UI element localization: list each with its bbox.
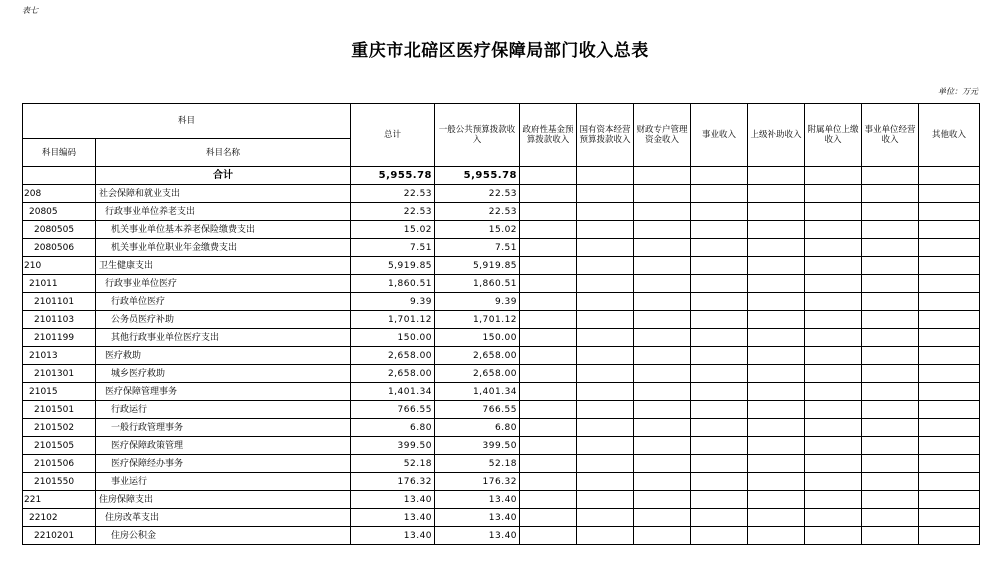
row-total: 15.02 <box>351 221 435 239</box>
subject-code: 2101502 <box>23 419 96 437</box>
empty-cell <box>520 329 577 347</box>
subject-name: 机关事业单位基本养老保险缴费支出 <box>96 221 351 239</box>
empty-cell <box>919 455 980 473</box>
row-total: 1,401.34 <box>351 383 435 401</box>
row-general-budget: 5,919.85 <box>435 257 520 275</box>
empty-cell <box>577 275 634 293</box>
empty-cell <box>748 275 805 293</box>
table-row <box>23 473 980 491</box>
empty-cell <box>520 419 577 437</box>
header-business-operation: 事业单位经营收入 <box>862 104 919 167</box>
empty-cell <box>577 437 634 455</box>
total-row <box>23 167 980 185</box>
total-general: 5,955.78 <box>435 167 520 185</box>
table-row <box>23 365 980 383</box>
subject-name: 医疗保障政策管理 <box>96 437 351 455</box>
header-code: 科目编码 <box>23 139 96 167</box>
empty-cell <box>691 365 748 383</box>
header-other: 其他收入 <box>919 104 980 167</box>
total-empty-cell <box>691 167 748 185</box>
row-general-budget: 2,658.00 <box>435 365 520 383</box>
empty-cell <box>805 275 862 293</box>
subject-code: 2101550 <box>23 473 96 491</box>
subject-code: 2080505 <box>23 221 96 239</box>
empty-cell <box>748 365 805 383</box>
header-general-budget: 一般公共预算拨款收入 <box>435 104 520 167</box>
empty-cell <box>919 437 980 455</box>
empty-cell <box>634 527 691 545</box>
empty-cell <box>634 311 691 329</box>
page-title: 重庆市北碚区医疗保障局部门收入总表 <box>351 41 649 61</box>
empty-cell <box>577 401 634 419</box>
subject-name: 卫生健康支出 <box>96 257 351 275</box>
empty-cell <box>748 203 805 221</box>
empty-cell <box>520 293 577 311</box>
empty-cell <box>634 347 691 365</box>
empty-cell <box>748 419 805 437</box>
empty-cell <box>748 437 805 455</box>
empty-cell <box>634 383 691 401</box>
subject-name: 事业运行 <box>96 473 351 491</box>
empty-cell <box>862 365 919 383</box>
row-general-budget: 766.55 <box>435 401 520 419</box>
empty-cell <box>805 347 862 365</box>
empty-cell <box>520 185 577 203</box>
subject-code: 2210201 <box>23 527 96 545</box>
table-row <box>23 185 980 203</box>
subject-code: 2101506 <box>23 455 96 473</box>
empty-cell <box>634 455 691 473</box>
empty-cell <box>748 383 805 401</box>
row-general-budget: 15.02 <box>435 221 520 239</box>
empty-cell <box>634 203 691 221</box>
empty-cell <box>805 185 862 203</box>
header-total: 总计 <box>351 104 435 167</box>
empty-cell <box>919 473 980 491</box>
row-general-budget: 176.32 <box>435 473 520 491</box>
empty-cell <box>520 239 577 257</box>
empty-cell <box>805 293 862 311</box>
empty-cell <box>748 311 805 329</box>
row-total: 399.50 <box>351 437 435 455</box>
row-general-budget: 150.00 <box>435 329 520 347</box>
row-total: 6.80 <box>351 419 435 437</box>
empty-cell <box>634 419 691 437</box>
subject-code: 21011 <box>23 275 96 293</box>
row-general-budget: 2,658.00 <box>435 347 520 365</box>
empty-cell <box>805 527 862 545</box>
empty-cell <box>862 239 919 257</box>
row-total: 1,701.12 <box>351 311 435 329</box>
empty-cell <box>862 293 919 311</box>
empty-cell <box>520 473 577 491</box>
header-business: 事业收入 <box>691 104 748 167</box>
subject-name: 行政事业单位养老支出 <box>96 203 351 221</box>
empty-cell <box>919 365 980 383</box>
empty-cell <box>862 203 919 221</box>
empty-cell <box>520 437 577 455</box>
table-row <box>23 527 980 545</box>
subject-code: 221 <box>23 491 96 509</box>
row-total: 13.40 <box>351 527 435 545</box>
empty-cell <box>634 491 691 509</box>
empty-cell <box>805 401 862 419</box>
empty-cell <box>862 455 919 473</box>
empty-cell <box>634 365 691 383</box>
header-row-1 <box>23 104 980 139</box>
empty-cell <box>919 203 980 221</box>
empty-cell <box>691 455 748 473</box>
row-total: 52.18 <box>351 455 435 473</box>
empty-cell <box>577 527 634 545</box>
subject-name: 公务员医疗补助 <box>96 311 351 329</box>
subject-code: 21013 <box>23 347 96 365</box>
subject-name: 其他行政事业单位医疗支出 <box>96 329 351 347</box>
row-general-budget: 52.18 <box>435 455 520 473</box>
empty-cell <box>577 509 634 527</box>
empty-cell <box>862 437 919 455</box>
total-empty-cell <box>805 167 862 185</box>
table-row <box>23 437 980 455</box>
empty-cell <box>577 329 634 347</box>
empty-cell <box>748 491 805 509</box>
row-total: 13.40 <box>351 491 435 509</box>
row-general-budget: 13.40 <box>435 527 520 545</box>
empty-cell <box>634 275 691 293</box>
empty-cell <box>748 455 805 473</box>
revenue-table <box>22 103 980 545</box>
empty-cell <box>862 527 919 545</box>
empty-cell <box>805 365 862 383</box>
empty-cell <box>805 311 862 329</box>
subject-name: 城乡医疗救助 <box>96 365 351 383</box>
table-row <box>23 509 980 527</box>
subject-code: 22102 <box>23 509 96 527</box>
empty-cell <box>691 419 748 437</box>
total-code-cell <box>23 167 96 185</box>
subject-code: 2101199 <box>23 329 96 347</box>
table-row <box>23 347 980 365</box>
empty-cell <box>919 419 980 437</box>
empty-cell <box>919 293 980 311</box>
subject-code: 2101103 <box>23 311 96 329</box>
empty-cell <box>577 419 634 437</box>
empty-cell <box>805 455 862 473</box>
empty-cell <box>919 185 980 203</box>
empty-cell <box>577 491 634 509</box>
empty-cell <box>691 203 748 221</box>
empty-cell <box>919 527 980 545</box>
empty-cell <box>634 401 691 419</box>
row-total: 9.39 <box>351 293 435 311</box>
empty-cell <box>691 383 748 401</box>
empty-cell <box>805 419 862 437</box>
empty-cell <box>919 329 980 347</box>
header-fiscal-special: 财政专户管理资金收入 <box>634 104 691 167</box>
empty-cell <box>862 401 919 419</box>
empty-cell <box>805 473 862 491</box>
empty-cell <box>805 437 862 455</box>
empty-cell <box>748 221 805 239</box>
empty-cell <box>691 185 748 203</box>
row-total: 766.55 <box>351 401 435 419</box>
empty-cell <box>577 473 634 491</box>
subject-code: 2101101 <box>23 293 96 311</box>
subject-code: 210 <box>23 257 96 275</box>
empty-cell <box>862 347 919 365</box>
empty-cell <box>691 491 748 509</box>
empty-cell <box>805 329 862 347</box>
empty-cell <box>634 221 691 239</box>
header-superior-subsidy: 上级补助收入 <box>748 104 805 167</box>
empty-cell <box>520 311 577 329</box>
empty-cell <box>691 293 748 311</box>
empty-cell <box>520 455 577 473</box>
empty-cell <box>862 275 919 293</box>
header-state-capital: 国有资本经营预算拨款收入 <box>577 104 634 167</box>
row-total: 22.53 <box>351 185 435 203</box>
empty-cell <box>748 293 805 311</box>
table-row <box>23 221 980 239</box>
empty-cell <box>634 257 691 275</box>
empty-cell <box>805 221 862 239</box>
empty-cell <box>634 239 691 257</box>
row-total: 2,658.00 <box>351 347 435 365</box>
empty-cell <box>520 365 577 383</box>
total-empty-cell <box>862 167 919 185</box>
empty-cell <box>805 491 862 509</box>
table-body <box>23 167 980 545</box>
empty-cell <box>634 473 691 491</box>
row-total: 13.40 <box>351 509 435 527</box>
empty-cell <box>634 509 691 527</box>
empty-cell <box>577 185 634 203</box>
empty-cell <box>862 383 919 401</box>
row-total: 2,658.00 <box>351 365 435 383</box>
empty-cell <box>691 527 748 545</box>
empty-cell <box>862 329 919 347</box>
empty-cell <box>520 257 577 275</box>
subject-code: 21015 <box>23 383 96 401</box>
empty-cell <box>577 347 634 365</box>
empty-cell <box>748 185 805 203</box>
total-label: 合计 <box>96 167 351 185</box>
empty-cell <box>748 527 805 545</box>
total-empty-cell <box>748 167 805 185</box>
table-row <box>23 401 980 419</box>
empty-cell <box>862 311 919 329</box>
empty-cell <box>577 239 634 257</box>
subject-code: 20805 <box>23 203 96 221</box>
subject-name: 医疗保障经办事务 <box>96 455 351 473</box>
total-empty-cell <box>634 167 691 185</box>
empty-cell <box>862 257 919 275</box>
empty-cell <box>520 491 577 509</box>
empty-cell <box>919 347 980 365</box>
empty-cell <box>862 473 919 491</box>
header-gov-fund: 政府性基金预算拨款收入 <box>520 104 577 167</box>
empty-cell <box>919 401 980 419</box>
empty-cell <box>577 311 634 329</box>
table-row <box>23 383 980 401</box>
subject-code: 2101501 <box>23 401 96 419</box>
empty-cell <box>634 185 691 203</box>
table-row <box>23 257 980 275</box>
empty-cell <box>691 275 748 293</box>
subject-name: 行政事业单位医疗 <box>96 275 351 293</box>
table-row <box>23 239 980 257</box>
subject-code: 2101301 <box>23 365 96 383</box>
row-general-budget: 9.39 <box>435 293 520 311</box>
subject-code: 208 <box>23 185 96 203</box>
table-row <box>23 311 980 329</box>
row-total: 22.53 <box>351 203 435 221</box>
row-total: 1,860.51 <box>351 275 435 293</box>
empty-cell <box>691 437 748 455</box>
empty-cell <box>634 329 691 347</box>
row-general-budget: 1,860.51 <box>435 275 520 293</box>
empty-cell <box>520 275 577 293</box>
total-empty-cell <box>520 167 577 185</box>
empty-cell <box>748 473 805 491</box>
empty-cell <box>577 221 634 239</box>
empty-cell <box>862 221 919 239</box>
subject-code: 2101505 <box>23 437 96 455</box>
empty-cell <box>862 491 919 509</box>
subject-name: 社会保障和就业支出 <box>96 185 351 203</box>
empty-cell <box>862 509 919 527</box>
row-general-budget: 13.40 <box>435 491 520 509</box>
empty-cell <box>691 401 748 419</box>
empty-cell <box>691 509 748 527</box>
row-total: 150.00 <box>351 329 435 347</box>
subject-name: 一般行政管理事务 <box>96 419 351 437</box>
subject-name: 医疗保障管理事务 <box>96 383 351 401</box>
empty-cell <box>691 221 748 239</box>
empty-cell <box>577 203 634 221</box>
empty-cell <box>919 275 980 293</box>
row-total: 5,919.85 <box>351 257 435 275</box>
empty-cell <box>919 383 980 401</box>
empty-cell <box>520 347 577 365</box>
row-general-budget: 6.80 <box>435 419 520 437</box>
empty-cell <box>748 329 805 347</box>
subject-name: 住房公积金 <box>96 527 351 545</box>
empty-cell <box>577 455 634 473</box>
row-general-budget: 1,701.12 <box>435 311 520 329</box>
subject-name: 住房保障支出 <box>96 491 351 509</box>
empty-cell <box>520 221 577 239</box>
row-general-budget: 1,401.34 <box>435 383 520 401</box>
subject-code: 2080506 <box>23 239 96 257</box>
empty-cell <box>520 383 577 401</box>
empty-cell <box>862 419 919 437</box>
table-row <box>23 455 980 473</box>
table-number-note: 表七 <box>22 6 38 15</box>
subject-name: 机关事业单位职业年金缴费支出 <box>96 239 351 257</box>
empty-cell <box>691 257 748 275</box>
header-subject: 科目 <box>23 104 351 139</box>
empty-cell <box>805 509 862 527</box>
empty-cell <box>805 203 862 221</box>
unit-label: 单位：万元 <box>938 87 978 96</box>
empty-cell <box>805 257 862 275</box>
table-row <box>23 329 980 347</box>
table-row <box>23 203 980 221</box>
subject-name: 医疗救助 <box>96 347 351 365</box>
row-total: 176.32 <box>351 473 435 491</box>
row-general-budget: 13.40 <box>435 509 520 527</box>
empty-cell <box>520 527 577 545</box>
empty-cell <box>520 401 577 419</box>
empty-cell <box>691 329 748 347</box>
empty-cell <box>748 509 805 527</box>
row-general-budget: 22.53 <box>435 203 520 221</box>
table-row <box>23 293 980 311</box>
empty-cell <box>748 257 805 275</box>
row-total: 7.51 <box>351 239 435 257</box>
subject-name: 住房改革支出 <box>96 509 351 527</box>
empty-cell <box>919 221 980 239</box>
empty-cell <box>520 509 577 527</box>
empty-cell <box>691 347 748 365</box>
empty-cell <box>748 239 805 257</box>
table-row <box>23 275 980 293</box>
header-name: 科目名称 <box>96 139 351 167</box>
total-sum: 5,955.78 <box>351 167 435 185</box>
total-empty-cell <box>577 167 634 185</box>
row-general-budget: 7.51 <box>435 239 520 257</box>
empty-cell <box>919 509 980 527</box>
total-empty-cell <box>919 167 980 185</box>
empty-cell <box>691 311 748 329</box>
table-row <box>23 419 980 437</box>
empty-cell <box>919 311 980 329</box>
empty-cell <box>805 383 862 401</box>
empty-cell <box>577 293 634 311</box>
empty-cell <box>577 383 634 401</box>
row-general-budget: 399.50 <box>435 437 520 455</box>
empty-cell <box>919 257 980 275</box>
empty-cell <box>520 203 577 221</box>
row-general-budget: 22.53 <box>435 185 520 203</box>
empty-cell <box>634 437 691 455</box>
empty-cell <box>919 239 980 257</box>
empty-cell <box>748 347 805 365</box>
empty-cell <box>634 293 691 311</box>
empty-cell <box>748 401 805 419</box>
subject-name: 行政单位医疗 <box>96 293 351 311</box>
empty-cell <box>577 365 634 383</box>
subject-name: 行政运行 <box>96 401 351 419</box>
table-row <box>23 491 980 509</box>
header-affiliated: 附属单位上缴收入 <box>805 104 862 167</box>
empty-cell <box>862 185 919 203</box>
empty-cell <box>577 257 634 275</box>
empty-cell <box>805 239 862 257</box>
empty-cell <box>691 239 748 257</box>
empty-cell <box>919 491 980 509</box>
empty-cell <box>691 473 748 491</box>
